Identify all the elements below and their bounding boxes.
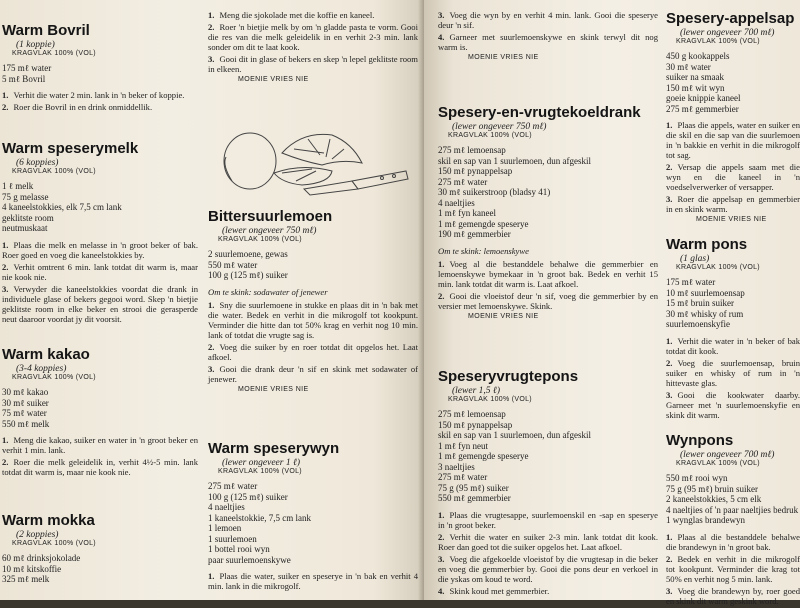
ingredient-item: 325 mℓ melk [2,574,50,584]
step-number: 2. [208,341,215,352]
right-page-column-2 [666,0,800,606]
freeze-note: MOENIE VRIES NIE [468,54,539,61]
step-text: Voeg al die bestanddele behalwe die gemmerbier en lemoenskywe bymekaar in 'n groot bak. Bedek en verhit 15 min. lank totdat dit warm is. Laat afkoel. [438,258,658,289]
method-step [666,358,800,388]
step-text: Plaas al die bestanddele behalwe die brandewyn in 'n groot bak. [666,531,800,552]
ingredient-item: 550 mℓ melk [2,418,50,429]
ingredient-item: 1 bottel rooi wyn [208,544,270,554]
method-step [666,194,800,214]
freeze-note: MOENIE VRIES NIE [238,76,309,83]
method-steps [208,10,418,74]
method-steps [2,435,198,477]
step-number: 3. [208,54,215,64]
recipe-power-level: KRAGVLAK 100% (VOL) [676,460,760,467]
method-step [666,390,800,420]
ingredient-item: 60 mℓ drinksjokolade [2,553,81,563]
freeze-note: MOENIE VRIES NIE [696,216,767,223]
ingredient-item: 4 naeltjies [208,502,245,512]
ingredient-item: 1 mℓ fyn kaneel [438,208,497,218]
ingredient-item: 75 g melasse [2,191,49,202]
ingredient-item: 100 g (125 mℓ) suiker [208,270,288,280]
step-text: Voeg die brandewyn by, roer goed en skink dit warm geskink word. [666,585,800,606]
recipe-power-level: KRAGVLAK 100% (VOL) [676,264,760,271]
step-number: 2. [2,457,9,467]
method-step [666,554,800,584]
step-text: Bedek en verhit in die mikrogolf tot kookpunt. Verminder die krag tot 50% en verhit nog 5 min. lank. [666,553,800,584]
ingredient-item: paar suurlemoenskywe [208,554,291,565]
recipe-block [2,512,198,591]
ingredient-item: suiker na smaak [666,72,724,82]
step-text: Verhit die water en suiker 2-3 min. lank totdat dit kook. Roer dan goed tot die suiker opgelos het. Laat afkoel. [438,531,658,552]
method-step [2,435,198,455]
recipe-title: Spesery-appelsap [666,10,795,27]
ingredient-item: geklitste room [2,212,54,223]
ingredient-list [438,409,658,504]
recipe-block [208,208,418,393]
ingredient-item: 3 naeltjies [438,461,475,472]
recipe-power-level: KRAGVLAK 100% (VOL) [218,468,302,475]
ingredient-item: 150 mℓ pynappelsap [438,166,513,176]
ingredient-item: skil en sap van 1 suurlemoen, dun afgeskil [438,155,591,166]
ingredient-item: 450 g kookappels [666,51,730,61]
step-number: 4. [438,32,445,42]
ingredient-item: suurlemoenskyfie [666,319,730,329]
ingredient-item: 275 mℓ gemmerbier [666,103,739,114]
ingredient-list [208,481,418,565]
method-step [438,291,658,311]
ingredient-item: 1 kaneelstokkie, 7,5 cm lank [208,512,311,523]
right-page-column-1 [438,0,658,600]
method-steps [666,336,800,420]
recipe-title: Spesery-en-vrugtekoeldrank [438,104,641,121]
step-number: 3. [666,194,673,204]
recipe-yield: (1 glas) [680,254,710,264]
step-text: Plaas die appels, water en suiker en die skil en die sap van die suurlemoen in 'n bakkie en verhit in die mikrogolf tot sag. [666,120,800,160]
recipe-yield: (1 koppie) [16,40,55,50]
step-text: Gooi die kookwater daarby. Garneer met 'n suurlemoenskyfie en skink dit warm. [666,389,800,420]
recipe-title: Wynpons [666,432,734,449]
recipe-block [666,432,800,608]
method-step [2,90,198,100]
recipe-block [2,22,198,114]
recipe-block [438,104,658,320]
step-text: Gooi die drank deur 'n sif en skink met sodawater of jenewer. [208,363,418,384]
knife-handle-icon [352,171,408,189]
recipe-title: Warm Bovril [2,22,90,39]
method-step [2,240,198,260]
method-step [666,120,800,160]
step-number: 1. [438,258,445,269]
step-number: 2. [208,22,215,32]
recipe-power-level: KRAGVLAK 100% (VOL) [448,396,532,403]
ingredient-item: 275 mℓ water [438,472,488,482]
recipe-power-level: KRAGVLAK 100% (VOL) [12,50,96,57]
ingredient-item: 10 mℓ kitskoffie [2,563,62,574]
ingredient-item: 550 mℓ rooi wyn [666,473,728,483]
serving-note: Om te skink: sodawater of jenewer [208,286,328,297]
step-number: 1. [666,120,673,130]
ingredient-item: 550 mℓ gemmerbier [438,493,511,503]
recipe-block [666,10,800,223]
step-text: Sny die suurlemoene in stukke en plaas dit in 'n bak met die water. Bedek en verhit in die mikrogolf tot kookpunt. Verminder die hitte dan tot 50% krag en verhit nog 10 min. lank of totdat die vrugte sag is. [208,299,418,340]
ingredient-item: 2 suurlemoene, gewas [208,249,288,259]
recipe-power-level: KRAGVLAK 100% (VOL) [12,540,96,547]
recipe-block [2,346,198,479]
step-text: Roer die melk geleidelik in, verhit 4½-5 min. lank totdat dit warm is, maar nie kook nie. [2,457,198,477]
ingredient-list [666,473,800,526]
ingredient-item: 1 suurlemoen [208,533,257,544]
ingredient-item: 175 mℓ water [666,277,716,287]
recipe-power-level: KRAGVLAK 100% (VOL) [12,374,96,381]
step-number: 2. [666,357,673,368]
recipe-title: Warm speserymelk [2,140,139,157]
step-text: Voeg die suiker by en roer totdat dit opgelos het. Laat afkoel. [208,341,418,362]
lemon-segment-lines [294,139,344,159]
left-page-column-2 [208,0,418,600]
recipe-block [438,368,658,598]
method-step [666,532,800,552]
step-text: Gooi die vloeistof deur 'n sif, voeg die gemmerbier by en versier met lemoenskywe. Skink. [438,290,658,311]
method-steps [2,90,198,112]
recipe-yield: (lewer ongeveer 700 mℓ) [680,28,775,38]
ingredient-item: 550 mℓ water [208,259,258,270]
step-number: 3. [666,389,673,400]
ingredient-list [208,249,418,281]
knife-blade-icon [304,181,358,195]
ingredient-item: 30 mℓ water [666,61,711,72]
method-steps [438,510,658,596]
method-steps [2,240,198,324]
recipe-yield: (lewer ongeveer 750 mℓ) [452,122,547,132]
recipe-block [208,10,418,83]
step-number: 1. [208,10,215,20]
ingredient-item: 2 kaneelstokkies, 5 cm elk [666,494,762,504]
ingredient-item: 190 mℓ gemmerbier [438,229,511,239]
freeze-note: MOENIE VRIES NIE [238,385,309,393]
method-steps [438,259,658,311]
ingredient-item: 15 mℓ bruin suiker [666,298,735,308]
method-step [438,32,658,52]
left-page-column-1 [2,0,198,600]
ingredient-list [2,63,198,84]
ingredient-item: 150 mℓ pynappelsap [438,419,513,430]
method-step [208,342,418,362]
ingredient-item: 75 mℓ water [2,408,47,418]
ingredient-item: 275 mℓ water [208,481,258,491]
ingredient-item: 275 mℓ water [438,176,488,187]
ingredient-list [2,553,198,585]
recipe-title: Warm pons [666,236,748,253]
step-text: Voeg die wyn by en verhit 4 min. lank. Gooi die speserye deur 'n sif. [438,10,658,30]
step-number: 3. [438,553,445,564]
ingredient-item: 1 lemoen [208,523,242,533]
ingredient-list [2,387,198,429]
ingredient-item: 4 naeltjies [438,197,475,208]
ingredient-item: 1 mℓ gemengde speserye [438,451,529,461]
method-step [208,54,418,74]
recipe-title: Speseryvrugtepons [438,368,579,385]
step-number: 3. [438,10,445,20]
method-steps [666,120,800,214]
ingredient-item: 30 mℓ suiker [2,397,49,408]
ingredient-list [2,181,198,234]
step-number: 1. [438,509,445,520]
method-step [208,571,418,591]
recipe-block [208,440,418,593]
serving-note: Om te skink: lemoenskywe [438,245,529,256]
freeze-note: MOENIE VRIES NIE [468,312,539,320]
recipe-power-level: KRAGVLAK 100% (VOL) [12,168,96,175]
step-text: Versap die appels saam met die wyn en die kaneel in 'n voedselverwerker of versapper. [666,162,800,192]
step-number: 2. [438,290,445,301]
ingredient-list [666,277,800,330]
ingredient-item: neutmuskaat [2,223,48,233]
method-step [438,532,658,552]
step-number: 2. [438,531,445,542]
step-text: Verhit die water in 'n beker of bak totdat dit kook. [666,335,800,356]
recipe-block [438,10,658,61]
method-step [208,22,418,52]
step-number: 3. [666,585,673,596]
method-step [438,259,658,289]
lemon-slice-icon [282,134,362,165]
ingredient-item: 100 g (125 mℓ) suiker [208,491,288,502]
method-steps [208,300,418,384]
step-text: Plaas die water, suiker en speserye in 'n bak en verhit 4 min. lank in die mikrogolf. [208,571,418,591]
step-number: 1. [208,571,215,581]
lemon-illustration [212,123,412,203]
method-step [2,102,198,112]
step-text: Voeg die suurlemoensap, bruin suiker en whisky of rum in 'n hittevaste glas. [666,357,800,388]
step-text: Meng die kakao, suiker en water in 'n groot beker en verhit 1 min. lank. [2,435,198,455]
recipe-title: Bittersuurlemoen [208,208,333,225]
method-steps [438,10,658,52]
ingredient-item: 1 wynglas brandewyn [666,515,745,525]
method-step [2,262,198,282]
ingredient-item: 5 mℓ Bovril [2,73,46,84]
ingredient-item: 175 mℓ water [2,63,52,73]
step-number: 3. [208,363,215,374]
recipe-yield: (lewer ongeveer 700 mℓ) [680,450,775,460]
ingredient-item: 30 mℓ whisky of rum [666,308,744,319]
step-text: Meng die sjokolade met die koffie en kaneel. [219,10,375,20]
ingredient-item: 30 mℓ suikerstroop (bladsy 41) [438,187,551,197]
ingredient-item: 4 naeltjies of 'n paar naeltjies bedruk [666,504,799,515]
method-step [438,554,658,584]
step-number: 4. [438,585,445,596]
step-number: 2. [2,102,9,112]
step-text: Gooi dit in glase of bekers en skep 'n lepel geklitste room in elkeen. [208,54,418,74]
method-steps [208,571,418,591]
method-step [438,510,658,530]
ingredient-item: 1 ℓ melk [2,181,34,191]
step-text: Garneer met suurlemoenskywe en skink terwyl dit nog warm is. [438,32,658,52]
right-page [424,0,800,606]
recipe-power-level: KRAGVLAK 100% (VOL) [218,236,302,243]
lemon-wedge-lines [282,169,316,181]
recipe-block [666,236,800,422]
step-text: Voeg die afgekoelde vloeistof by die vrugtesap in die beker en voeg die gemmerbier by. Gooi die pons deur en verkoel in die yskas om koud te word. [438,553,658,584]
method-step [2,457,198,477]
step-text: Skink koud met gemmerbier. [449,585,550,596]
method-step [666,162,800,192]
method-step [438,10,658,30]
step-number: 1. [2,435,9,445]
knife-rivet-icon [393,175,396,178]
step-number: 3. [2,283,9,294]
method-step [438,586,658,596]
ingredient-item: 275 mℓ lemoensap [438,145,506,155]
step-number: 1. [666,531,673,542]
ingredient-item: skil en sap van 1 suurlemoen, dun afgeskil [438,430,591,440]
ingredient-list [438,145,658,240]
step-number: 1. [208,299,215,310]
ingredient-item: 30 mℓ kakao [2,387,49,397]
step-text: Verhit die water 2 min. lank in 'n beker of koppie. [13,90,185,100]
recipe-title: Warm speserywyn [208,440,340,457]
recipe-yield: (6 koppies) [16,158,59,168]
recipe-yield: (3-4 koppies) [16,364,67,374]
step-text: Verwyder die kaneelstokkies voordat die drank in individuele glase of bekers gegooi word. Skep 'n bietjie geklitste room in elke beker en strooi die gerasperde neut daaroor voordat jy dit voorsit. [2,283,198,324]
method-step [2,284,198,324]
knife-rivet-icon [381,177,384,180]
step-number: 2. [666,162,673,172]
recipe-yield: (lewer 1,5 ℓ) [452,386,501,396]
method-steps [666,532,800,606]
step-text: Roer die appelsap en gemmerbier in en skink warm. [666,194,800,214]
ingredient-item: 4 kaneelstokkies, elk 7,5 cm lank [2,202,122,212]
recipe-title: Warm kakao [2,346,90,363]
method-step [208,300,418,340]
step-text: Roer 'n bietjie melk by om 'n gladde pasta te vorm. Gooi die res van die melk geleidelik in en verhit 2-3 min. lank sonder om dit te laat kook. [208,22,418,52]
step-text: Verhit omtrent 6 min. lank totdat dit warm is, maar nie kook nie. [2,261,198,282]
step-text: Plaas die vrugtesappe, suurlemoenskil en -sap en speserye in 'n groot beker. [438,509,658,530]
ingredient-item: 1 mℓ gemengde speserye [438,218,529,229]
step-text: Plaas die melk en melasse in 'n groot beker of bak. Roer goed en voeg die kaneelstokkies by. [2,239,198,260]
step-number: 2. [2,261,9,272]
ingredient-item: 10 mℓ suurlemoensap [666,287,745,298]
ingredient-list [666,51,800,114]
method-step [208,364,418,384]
step-text: Roer die Bovril in en drink onmiddellik. [13,102,153,112]
step-number: 1. [666,335,673,346]
method-step [666,336,800,356]
ingredient-item: 150 mℓ wit wyn [666,82,725,93]
step-number: 1. [2,239,9,250]
recipe-yield: (2 koppies) [16,530,59,540]
ingredient-item: 75 g (95 mℓ) bruin suiker [666,483,759,494]
ingredient-item: goeie knippie kaneel [666,93,741,103]
method-step [666,586,800,606]
recipe-power-level: KRAGVLAK 100% (VOL) [676,38,760,45]
step-number: 1. [2,90,9,100]
recipe-yield: (lewer ongeveer 750 mℓ) [222,226,317,236]
ingredient-item: 1 mℓ fyn neut [438,440,489,451]
recipe-yield: (lewer ongeveer 1 ℓ) [222,458,301,468]
recipe-power-level: KRAGVLAK 100% (VOL) [448,132,532,139]
recipe-block [2,140,198,326]
ingredient-item: 75 g (95 mℓ) suiker [438,482,509,493]
method-step [208,10,418,20]
recipe-title: Warm mokka [2,512,95,529]
step-number: 2. [666,553,673,564]
ingredient-item: 275 mℓ lemoensap [438,409,506,419]
